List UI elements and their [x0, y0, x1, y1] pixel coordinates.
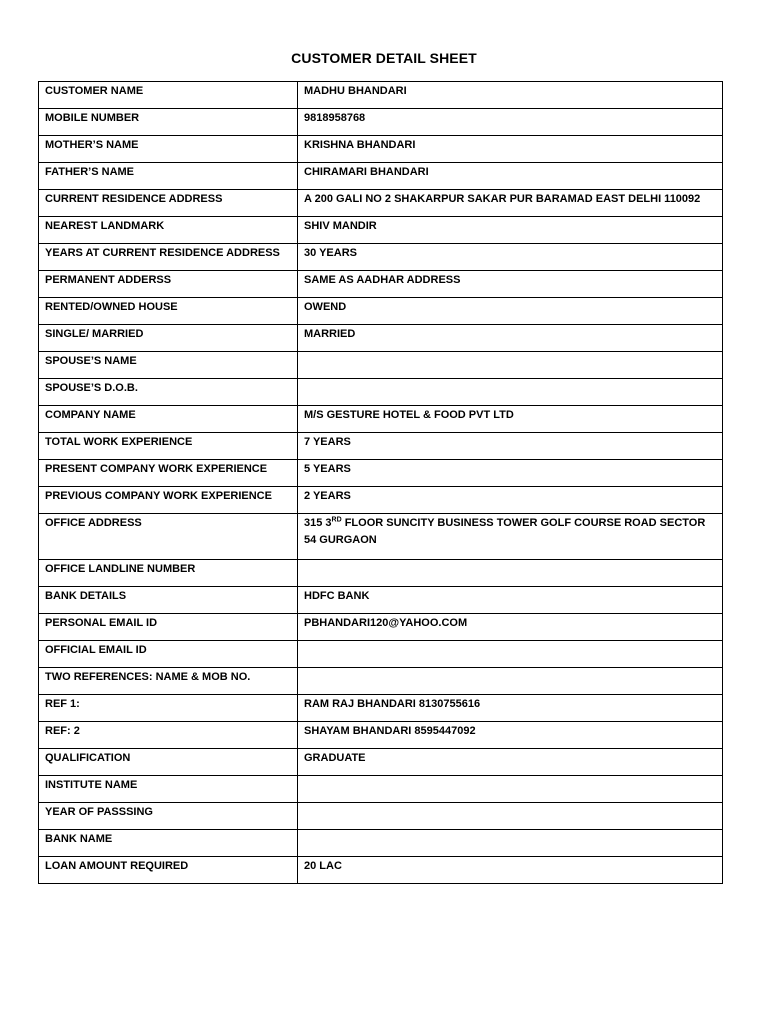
table-row: [39, 109, 723, 136]
field-label: SPOUSE’S D.O.B.: [39, 379, 298, 406]
table-row: [39, 460, 723, 487]
table-row: [39, 325, 723, 352]
field-value: MADHU BHANDARI: [298, 82, 723, 109]
field-label: PERMANENT ADDERSS: [39, 271, 298, 298]
field-label: MOTHER’S NAME: [39, 136, 298, 163]
table-row: [39, 695, 723, 722]
field-label: RENTED/OWNED HOUSE: [39, 298, 298, 325]
table-row: [39, 217, 723, 244]
table-row: [39, 514, 723, 560]
field-value: A 200 GALI NO 2 SHAKARPUR SAKAR PUR BARAMAD EAST DELHI 110092: [298, 190, 723, 217]
table-row: [39, 749, 723, 776]
field-label: PREVIOUS COMPANY WORK EXPERIENCE: [39, 487, 298, 514]
field-label: YEAR OF PASSSING: [39, 803, 298, 830]
field-label: MOBILE NUMBER: [39, 109, 298, 136]
field-label: FATHER’S NAME: [39, 163, 298, 190]
office-address-part: 315 3: [304, 517, 332, 529]
field-label: TOTAL WORK EXPERIENCE: [39, 433, 298, 460]
table-row: [39, 487, 723, 514]
field-value: PBHANDARI120@YAHOO.COM: [298, 614, 723, 641]
field-label: CUSTOMER NAME: [39, 82, 298, 109]
field-value: [298, 668, 723, 695]
field-label: LOAN AMOUNT REQUIRED: [39, 857, 298, 884]
ordinal-suffix: RD: [331, 516, 342, 524]
field-value: [298, 830, 723, 857]
table-row: [39, 406, 723, 433]
field-value: [298, 641, 723, 668]
table-row: [39, 190, 723, 217]
field-value: 7 YEARS: [298, 433, 723, 460]
table-row: [39, 587, 723, 614]
field-label: QUALIFICATION: [39, 749, 298, 776]
field-value: KRISHNA BHANDARI: [298, 136, 723, 163]
table-row: [39, 722, 723, 749]
table-row: [39, 776, 723, 803]
field-value: 20 LAC: [298, 857, 723, 884]
field-value: 9818958768: [298, 109, 723, 136]
field-value: CHIRAMARI BHANDARI: [298, 163, 723, 190]
table-row: [39, 641, 723, 668]
field-label: BANK NAME: [39, 830, 298, 857]
table-row: [39, 82, 723, 109]
table-row: [39, 830, 723, 857]
field-value: 30 YEARS: [298, 244, 723, 271]
field-label: YEARS AT CURRENT RESIDENCE ADDRESS: [39, 244, 298, 271]
field-value: SAME AS AADHAR ADDRESS: [298, 271, 723, 298]
field-value: OWEND: [298, 298, 723, 325]
field-value: GRADUATE: [298, 749, 723, 776]
table-row: [39, 271, 723, 298]
field-value: HDFC BANK: [298, 587, 723, 614]
table-row: [39, 433, 723, 460]
customer-detail-table: [38, 81, 723, 884]
table-row: [39, 298, 723, 325]
field-label: TWO REFERENCES: NAME & MOB NO.: [39, 668, 298, 695]
field-value: [298, 352, 723, 379]
field-value: [298, 514, 723, 560]
table-row: [39, 560, 723, 587]
table-row: [39, 352, 723, 379]
field-label: SPOUSE’S NAME: [39, 352, 298, 379]
field-label: OFFICIAL EMAIL ID: [39, 641, 298, 668]
field-value: [298, 379, 723, 406]
table-row: [39, 379, 723, 406]
table-row: [39, 244, 723, 271]
field-value: [298, 560, 723, 587]
table-row: [39, 614, 723, 641]
field-label: REF 1:: [39, 695, 298, 722]
field-label: NEAREST LANDMARK: [39, 217, 298, 244]
office-address-part: FLOOR SUNCITY BUSINESS TOWER GOLF COURSE ROAD SECTOR 54 GURGAON: [304, 517, 706, 546]
field-value: 2 YEARS: [298, 487, 723, 514]
field-label: REF: 2: [39, 722, 298, 749]
field-label: OFFICE LANDLINE NUMBER: [39, 560, 298, 587]
field-label: OFFICE ADDRESS: [39, 514, 298, 560]
field-label: CURRENT RESIDENCE ADDRESS: [39, 190, 298, 217]
field-value: M/S GESTURE HOTEL & FOOD PVT LTD: [298, 406, 723, 433]
field-value: RAM RAJ BHANDARI 8130755616: [298, 695, 723, 722]
field-value: SHIV MANDIR: [298, 217, 723, 244]
field-value: SHAYAM BHANDARI 8595447092: [298, 722, 723, 749]
field-label: SINGLE/ MARRIED: [39, 325, 298, 352]
table-row: [39, 857, 723, 884]
field-label: PRESENT COMPANY WORK EXPERIENCE: [39, 460, 298, 487]
page-title: CUSTOMER DETAIL SHEET: [291, 50, 477, 66]
table-row: [39, 163, 723, 190]
field-label: INSTITUTE NAME: [39, 776, 298, 803]
field-value: MARRIED: [298, 325, 723, 352]
field-label: BANK DETAILS: [39, 587, 298, 614]
table-row: [39, 803, 723, 830]
table-row: [39, 668, 723, 695]
field-value: [298, 803, 723, 830]
field-value: [298, 776, 723, 803]
field-label: PERSONAL EMAIL ID: [39, 614, 298, 641]
field-value: 5 YEARS: [298, 460, 723, 487]
field-label: COMPANY NAME: [39, 406, 298, 433]
table-row: [39, 136, 723, 163]
